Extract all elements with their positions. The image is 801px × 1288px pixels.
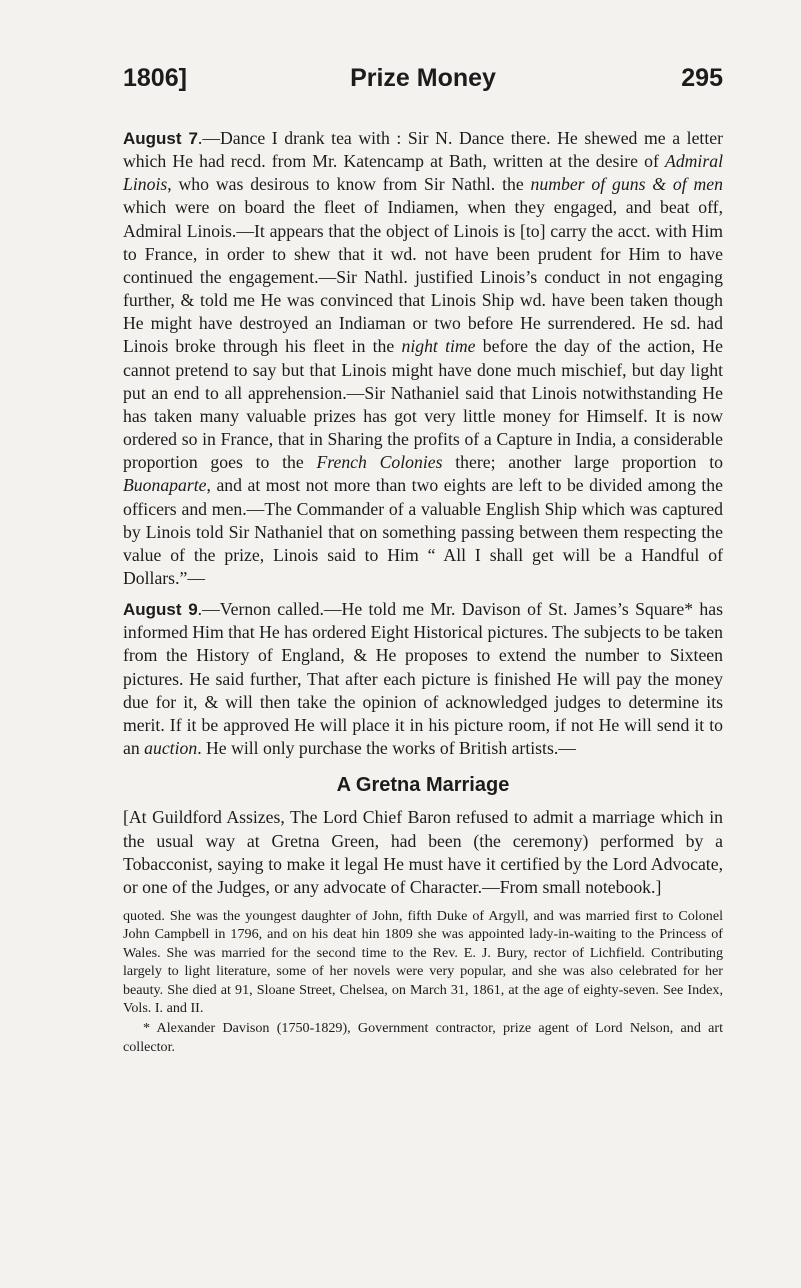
italic-text: auction xyxy=(144,738,198,759)
page-number: 295 xyxy=(681,64,723,92)
text-run: , and at most not more than two eights are left to be divided among the officers and men.—The Commander of a valuable English Ship which was captured by Linois told Sir Nathaniel that on something passing between them respecting the value of the prize, Linois said to Him “ All I shall get will be a Handful of Dollars.”— xyxy=(123,475,723,588)
bracketed-note: [At Guildford Assizes, The Lord Chief Baron refused to admit a marriage which in the usual way at Gretna Green, had been (the ceremony) performed by a Tobacconist, saying to make it legal He must have it certified by the Lord Advocate, or one of the Judges, or any advocate of Character.—From small notebook.] xyxy=(123,807,723,897)
text-run: there; another large proportion to xyxy=(442,452,724,473)
text-run: before the day of the action, He cannot pretend to say but that Linois might have done much mischief, but day light put an end to all apprehension.—Sir Nathaniel said that Linois notwithstanding He has taken many valuable prizes has got very little money for Himself. It is now ordered so in France, that in Sharing the profits of a Capture in India, a considerable proportion goes to the xyxy=(123,336,724,473)
footnote-continued: quoted. She was the youngest daughter of John, fifth Duke of Argyll, and was married first to Colonel John Campbell in 1796, and on his deat hin 1809 she was appointed lady-in-waiting to the Princess of Wales. She was married for the second time to the Rev. E. J. Bury, rector of Lichfield. Contributing largely to light literature, some of her novels were very popular, and she was also celebrated for her beauty. She died at 91, Sloane Street, Chelsea, on March 31, 1861, at the age of eighty-seven. See Index, Vols. I. and II. xyxy=(123,908,723,1017)
entry-date: August 7 xyxy=(123,129,198,148)
text-run: .—Vernon called.—He told me Mr. Davison of St. James’s Square* has informed Him that He has ordered Eight Historical pictures. The subjects to be taken from the History of England, & He proposes to extend the number to Sixteen pictures. He said further, That after each picture is finished He will pay the money due for it, & will then take the opinion of acknowledged judges to determine its merit. If it be approved He will place it in his picture room, if not He will send it to an xyxy=(123,599,723,759)
entry-date: August 9 xyxy=(123,600,198,620)
italic-text: Buonaparte xyxy=(123,475,207,496)
running-head-year: 1806] xyxy=(123,64,187,92)
text-run: . He will only purchase the works of British artists.— xyxy=(197,738,576,759)
footnotes xyxy=(123,907,723,1056)
diary-entry-aug-7 xyxy=(123,127,723,590)
running-head xyxy=(123,64,723,104)
italic-text: French Colonies xyxy=(316,452,443,473)
text-run: which were on board the fleet of Indiamen, when they engaged, and beat off, Admiral Linois.—It appears that the object of Linois is [to] carry the acct. with Him to France, in order to shew that it wd. not have been prudent for Him to have continued the engagement.—Sir Nathl. justified Linois’s conduct in not engaging further, & told me He was convinced that Linois Ship wd. have been taken though He might have destroyed an Indiaman or two before He surrendered. He sd. had Linois broke through his fleet in the xyxy=(123,197,723,357)
text-run: , who was desirous to know from Sir Nathl. the xyxy=(167,174,531,195)
italic-text: night time xyxy=(401,336,476,357)
entry-text xyxy=(123,599,723,758)
footnote-davison: * Alexander Davison (1750-1829), Government contractor, prize agent of Lord Nelson, and art collector. xyxy=(123,1020,723,1055)
entry-text xyxy=(123,128,723,588)
text-run: .—Dance I drank tea with : Sir N. Dance there. He shewed me a letter which He had recd. from Mr. Katencamp at Bath, written at the desire of xyxy=(123,128,723,172)
diary-entry-aug-9 xyxy=(123,598,723,760)
body-text xyxy=(123,127,723,1056)
section-heading: A Gretna Marriage xyxy=(336,774,510,797)
italic-text: number of guns & of men xyxy=(530,174,723,195)
italic-text: Admiral Linois xyxy=(123,151,723,195)
running-head-title: Prize Money xyxy=(350,64,496,92)
